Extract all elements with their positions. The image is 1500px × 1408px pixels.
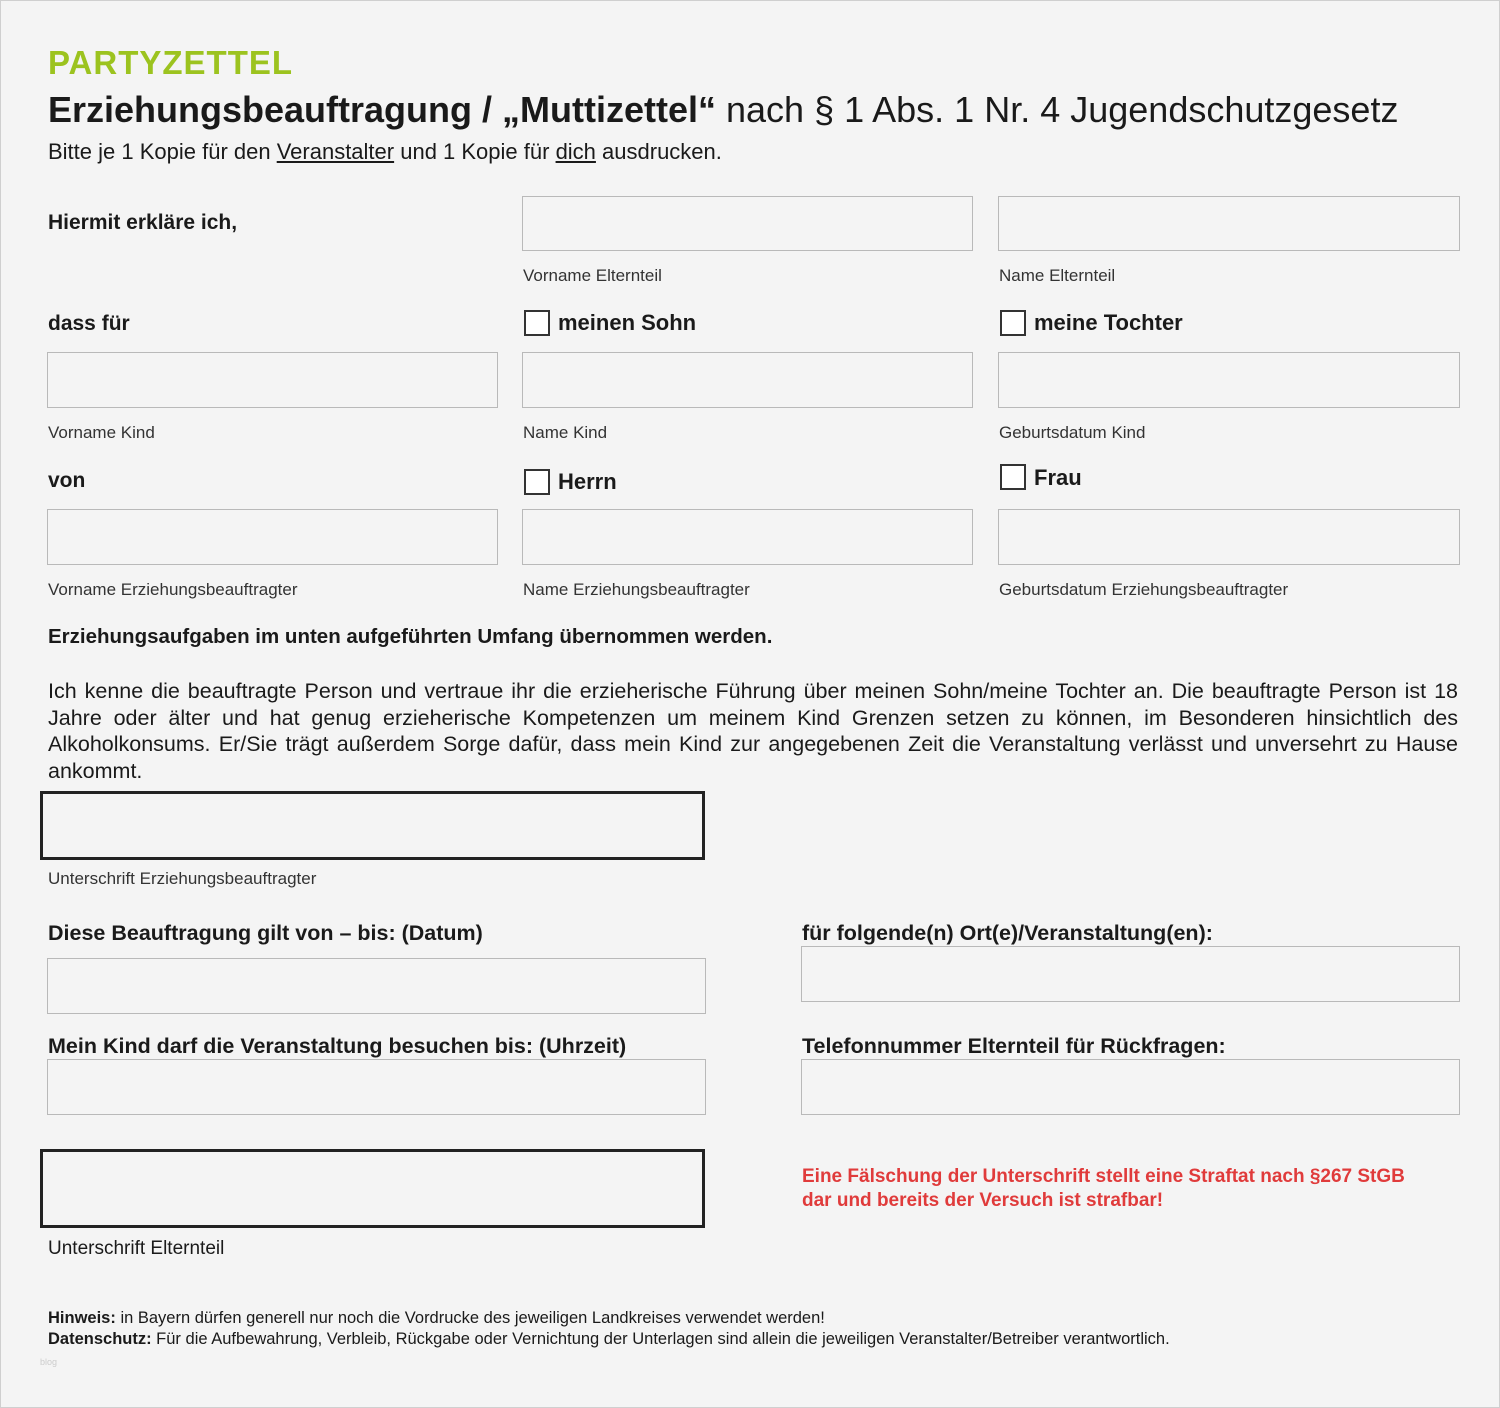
- guardian-signature-label: Unterschrift Erziehungsbeauftragter: [48, 869, 317, 888]
- valid-dates-field[interactable]: [47, 958, 706, 1014]
- warning-line-1: Eine Fälschung der Unterschrift stellt eine Straftat nach §267 StGB: [802, 1166, 1405, 1187]
- parent-last-name-field[interactable]: [998, 196, 1460, 251]
- guardian-dob-field[interactable]: [998, 509, 1460, 565]
- privacy-note: [48, 1330, 1170, 1349]
- child-dob-label: Geburtsdatum Kind: [999, 423, 1146, 442]
- subtitle-text: und 1 Kopie für: [394, 139, 556, 164]
- child-first-name-label: Vorname Kind: [48, 423, 155, 442]
- until-time-field[interactable]: [47, 1059, 706, 1115]
- child-dob-field[interactable]: [998, 352, 1460, 408]
- privacy-label: Datenschutz:: [48, 1330, 152, 1348]
- subtitle-text: ausdrucken.: [595, 139, 722, 164]
- parent-last-name-label: Name Elternteil: [999, 266, 1116, 285]
- brand-logo: PARTYZETTEL: [48, 44, 294, 81]
- location-label: für folgende(n) Ort(e)/Veranstaltung(en):: [802, 921, 1213, 945]
- parent-first-name-field[interactable]: [522, 196, 973, 251]
- location-field[interactable]: [801, 946, 1460, 1002]
- child-first-name-field[interactable]: [47, 352, 498, 408]
- mrs-label: Frau: [1034, 465, 1082, 490]
- declare-label: Hiermit erkläre ich,: [48, 211, 238, 234]
- guardian-last-name-field[interactable]: [522, 509, 973, 565]
- hint-note: [48, 1309, 825, 1328]
- declaration-paragraph: Ich kenne die beauftragte Person und vertraue ihr die erzieherische Führung über meinen Sohn/meine Tochter an. Die beauftragte Person ist 18 Jahre oder älter und hat genug erzieherische Kompetenzen um meinem Kind Grenzen setzen zu können, im Besonderen hinsichtlich des Alkoholkonsums. Er/Sie trägt außerdem Sorge dafür, dass mein Kind zur angegebenen Zeit die Veranstaltung verlässt und unversehrt zu Hause ankommt.: [48, 679, 1458, 783]
- phone-field[interactable]: [801, 1059, 1460, 1115]
- guardian-last-name-label: Name Erziehungsbeauftragter: [523, 580, 750, 599]
- daughter-checkbox[interactable]: [1000, 310, 1026, 336]
- parent-first-name-label: Vorname Elternteil: [523, 266, 662, 285]
- guardian-first-name-field[interactable]: [47, 509, 498, 565]
- valid-label: Diese Beauftragung gilt von – bis: (Datum): [48, 921, 483, 945]
- phone-label: Telefonnummer Elternteil für Rückfragen:: [802, 1034, 1226, 1058]
- warning-line-2: dar und bereits der Versuch ist strafbar!: [802, 1190, 1164, 1211]
- subtitle: [48, 139, 722, 165]
- mrs-checkbox[interactable]: [1000, 464, 1026, 490]
- tasks-heading: Erziehungsaufgaben im unten aufgeführten Umfang übernommen werden.: [48, 625, 773, 648]
- mr-label: Herrn: [558, 469, 617, 494]
- guardian-dob-label: Geburtsdatum Erziehungsbeauftragter: [999, 580, 1289, 599]
- child-last-name-field[interactable]: [522, 352, 973, 408]
- parent-signature-label: Unterschrift Elternteil: [48, 1238, 225, 1259]
- hint-text: in Bayern dürfen generell nur noch die Vordrucke des jeweiligen Landkreises verwendet werden!: [115, 1309, 825, 1327]
- watermark: blog: [40, 1357, 58, 1367]
- page-title: [48, 89, 1398, 131]
- title-rest: nach § 1 Abs. 1 Nr. 4 Jugendschutzgesetz: [716, 89, 1399, 130]
- subtitle-dich: dich: [555, 139, 596, 164]
- guardian-signature-field[interactable]: [40, 791, 705, 860]
- privacy-text: Für die Aufbewahrung, Verbleib, Rückgabe oder Vernichtung der Unterlagen sind allein die jeweiligen Veranstalter/Betreiber verantwortlich.: [151, 1330, 1170, 1348]
- title-bold: Erziehungsbeauftragung / „Muttizettel“: [48, 89, 717, 130]
- parent-signature-field[interactable]: [40, 1149, 705, 1228]
- child-last-name-label: Name Kind: [523, 423, 608, 442]
- mr-checkbox[interactable]: [524, 469, 550, 495]
- hint-label: Hinweis:: [48, 1309, 116, 1327]
- until-label: Mein Kind darf die Veranstaltung besuchen bis: (Uhrzeit): [48, 1034, 627, 1058]
- subtitle-text: Bitte je 1 Kopie für den: [48, 139, 277, 164]
- guardian-first-name-label: Vorname Erziehungsbeauftragter: [48, 580, 298, 599]
- son-label: meinen Sohn: [558, 310, 697, 335]
- son-checkbox[interactable]: [524, 310, 550, 336]
- subtitle-veranstalter: Veranstalter: [276, 139, 395, 164]
- dass-fuer-label: dass für: [48, 312, 130, 335]
- daughter-label: meine Tochter: [1034, 310, 1183, 335]
- von-label: von: [48, 469, 86, 492]
